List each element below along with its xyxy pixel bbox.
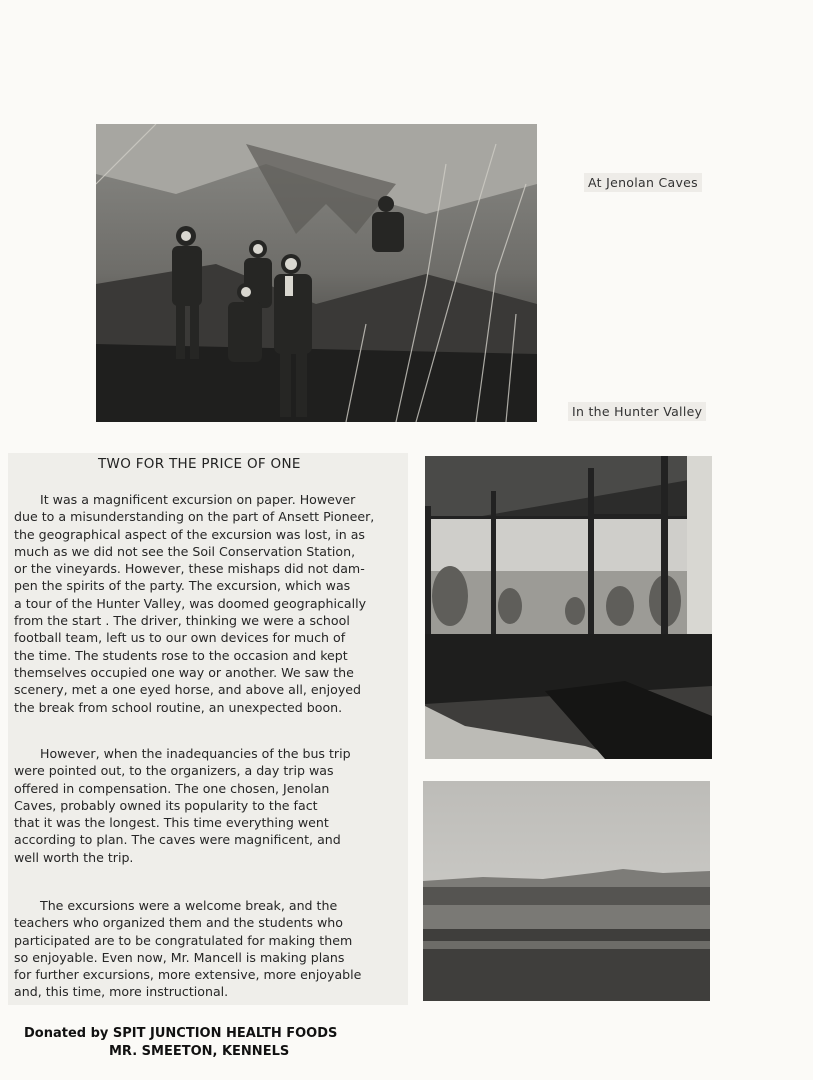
text-line: teachers who organized them and the students who bbox=[14, 915, 343, 931]
article bbox=[8, 453, 408, 1005]
text-line: much as we did not see the Soil Conservation Station, bbox=[14, 543, 356, 559]
article-title: TWO FOR THE PRICE OF ONE bbox=[98, 456, 301, 472]
article-paragraph bbox=[14, 491, 406, 716]
text-line: from the start . The driver, thinking we were a school bbox=[14, 613, 350, 629]
text-line: the geographical aspect of the excursion was lost, in as bbox=[14, 526, 365, 542]
text-line: a tour of the Hunter Valley, was doomed geographically bbox=[14, 595, 367, 611]
text-line: the time. The students rose to the occasion and kept bbox=[14, 647, 348, 663]
interior-windows-photo bbox=[425, 456, 712, 759]
text-line: for further excursions, more extensive, more enjoyable bbox=[14, 967, 362, 983]
text-line: scenery, met a one eyed horse, and above all, enjoyed bbox=[14, 682, 362, 698]
text-line: pen the spirits of the party. The excursion, which was bbox=[14, 578, 351, 594]
footer-line-1: Donated by SPIT JUNCTION HEALTH FOODS bbox=[24, 1026, 338, 1041]
text-line: participated are to be congratulated for making them bbox=[14, 932, 353, 948]
text-line: according to plan. The caves were magnificent, and bbox=[14, 832, 341, 848]
text-line: However, when the inadequancies of the bus trip bbox=[40, 746, 351, 761]
footer-sponsors bbox=[24, 1025, 337, 1061]
text-line: the break from school routine, an unexpected boon. bbox=[14, 699, 343, 715]
text-line: that it was the longest. This time everything went bbox=[14, 815, 329, 831]
hunter-valley-landscape-photo bbox=[423, 781, 710, 1001]
text-line: football team, left us to our own devices for much of bbox=[14, 630, 346, 646]
footer-line-2: MR. SMEETON, KENNELS bbox=[109, 1044, 290, 1059]
text-line: It was a magnificent excursion on paper. However bbox=[40, 492, 356, 507]
text-line: and, this time, more instructional. bbox=[14, 984, 229, 1000]
jenolan-caves-photo bbox=[96, 124, 537, 422]
caption-hunter-valley: In the Hunter Valley bbox=[568, 402, 706, 421]
text-line: The excursions were a welcome break, and the bbox=[40, 898, 338, 913]
text-line: were pointed out, to the organizers, a day trip was bbox=[14, 763, 334, 779]
caption-jenolan-caves: At Jenolan Caves bbox=[584, 173, 702, 192]
text-line: due to a misunderstanding on the part of Ansett Pioneer, bbox=[14, 509, 375, 525]
text-line: Caves, probably owned its popularity to the fact bbox=[14, 797, 318, 813]
text-line: so enjoyable. Even now, Mr. Mancell is making plans bbox=[14, 949, 345, 965]
text-line: well worth the trip. bbox=[14, 849, 134, 865]
text-line: themselves occupied one way or another. We saw the bbox=[14, 664, 354, 680]
text-line: or the vineyards. However, these mishaps did not dam- bbox=[14, 561, 365, 577]
article-paragraph bbox=[14, 745, 406, 866]
article-paragraph bbox=[14, 897, 406, 1001]
text-line: offered in compensation. The one chosen, Jenolan bbox=[14, 780, 330, 796]
